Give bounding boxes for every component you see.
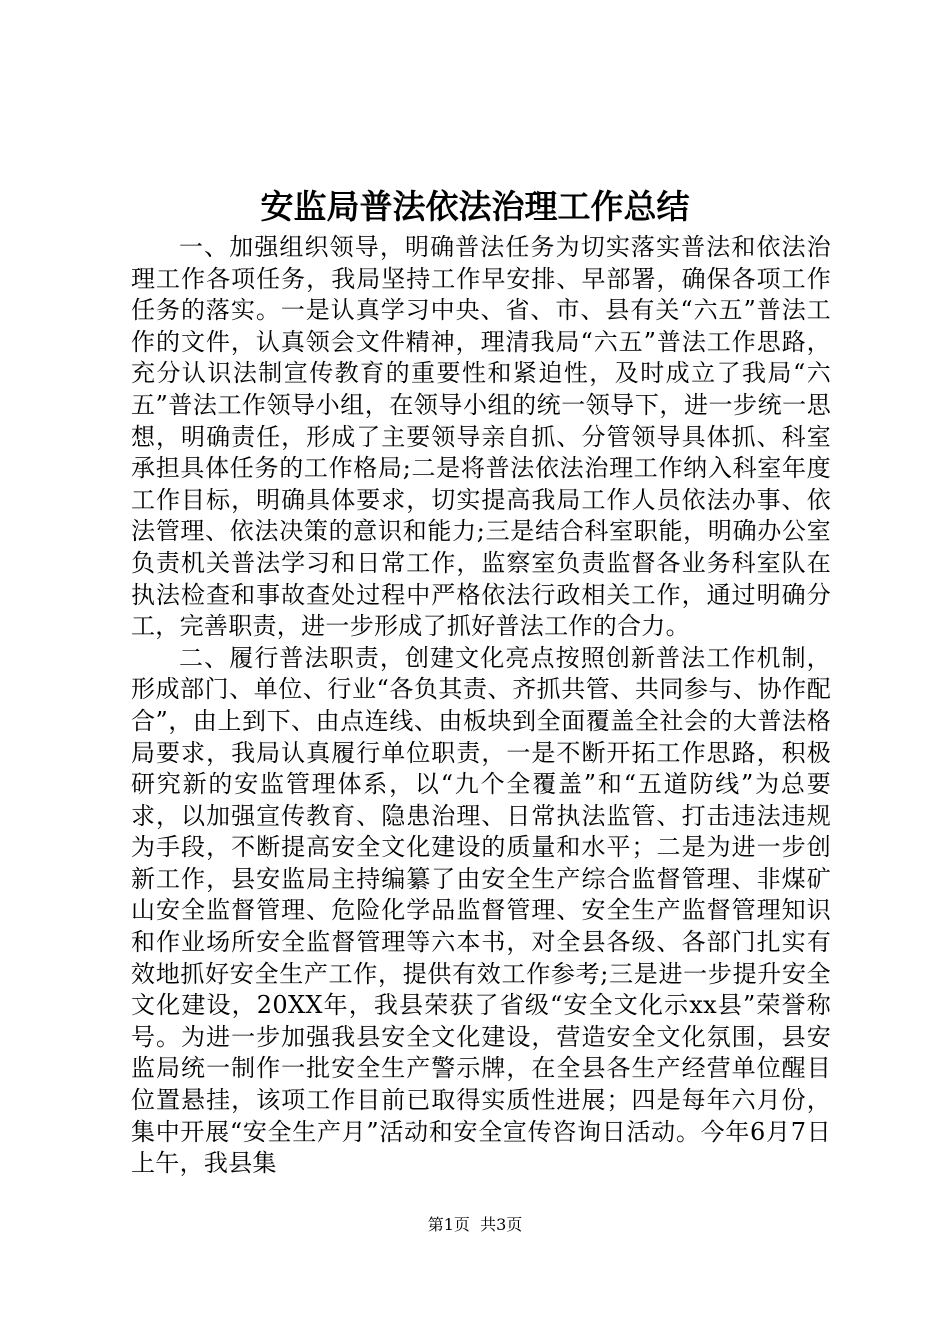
paragraph-1: 一、加强组织领导，明确普法任务为切实落实普法和依法治理工作各项任务，我局坚持工作早安排、早部署，确保各项工作任务的落实。一是认真学习中央、省、市、县有关“六五”普法工作的文件，认真领会文件精神，理清我局“六五”普法工作思路，充分认识法制宣传教育的重要性和紧迫性，及时成立了我局“六五”普法工作领导小组，在领导小组的统一领导下，进一步统一思想，明确责任，形成了主要领导亲自抓、分管领导具体抓、科室承担具体任务的工作格局;二是将普法依法治理工作纳入科室年度工作目标，明确具体要求，切实提高我局工作人员依法办事、依法管理、依法决策的意识和能力;三是结合科室职能，明确办公室负责机关普法学习和日常工作，监察室负责监督各业务科室队在执法检查和事故查处过程中严格依法行政相关工作，通过明确分工，完善职责，进一步形成了抓好普法工作的合力。 (131, 233, 831, 641)
page-number: 第1页 (427, 1215, 470, 1234)
page-total: 共3页 (480, 1215, 523, 1234)
page-footer (0, 1214, 950, 1236)
document-title: 安监局普法依法治理工作总结 (260, 187, 690, 226)
paragraph-2: 二、履行普法职责，创建文化亮点按照创新普法工作机制，形成部门、单位、行业“各负其责、齐抓共管、共同参与、协作配合”，由上到下、由点连线、由板块到全面覆盖全社会的大普法格局要求，我局认真履行单位职责，一是不断开拓工作思路，积极研究新的安监管理体系，以“九个全覆盖”和“五道防线”为总要求，以加强宣传教育、隐患治理、日常执法监管、打击违法违规为手段，不断提高安全文化建设的质量和水平；二是为进一步创新工作，县安监局主持编纂了由安全生产综合监督管理、非煤矿山安全监督管理、危险化学品监督管理、安全生产监督管理知识和作业场所安全监督管理等六本书，对全县各级、各部门扎实有效地抓好安全生产工作，提供有效工作参考;三是进一步提升安全文化建设，20XX年，我县荣获了省级“安全文化示xx县”荣誉称号。为进一步加强我县安全文化建设，营造安全文化氛围，县安监局统一制作一批安全生产警示牌，在全县各生产经营单位醒目位置悬挂，该项工作目前已取得实质性进展；四是每年六月份，集中开展“安全生产月”活动和安全宣传咨询日活动。今年6月7日上午，我县集 (131, 643, 831, 1178)
document-body (131, 232, 831, 1180)
